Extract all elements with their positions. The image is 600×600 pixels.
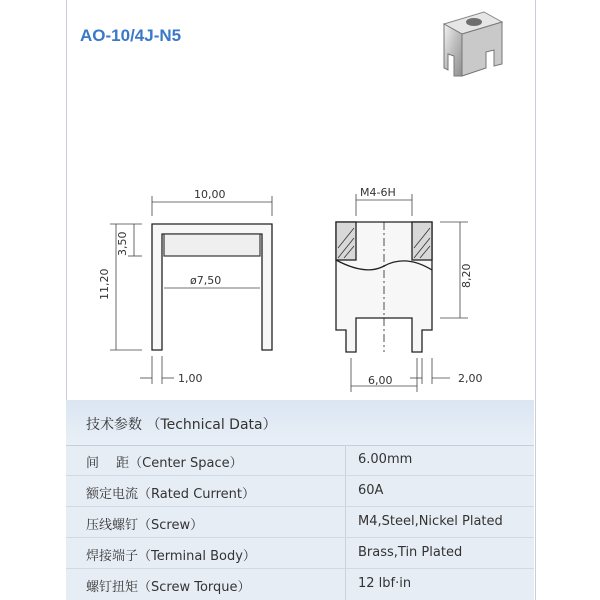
row-value: M4,Steel,Nickel Plated xyxy=(358,514,503,529)
width-dimension: 10,00 xyxy=(194,188,226,201)
table-row xyxy=(66,476,534,507)
row-label: 间 距（Center Space） xyxy=(86,456,243,471)
table-row xyxy=(66,538,534,569)
top-gap-dimension: 3,50 xyxy=(116,231,129,256)
center-space-dimension: 6,00 xyxy=(368,374,393,387)
row-value: Brass,Tin Plated xyxy=(358,545,463,560)
row-value: 12 lbf·in xyxy=(358,576,412,591)
row-value: 60A xyxy=(358,483,384,498)
leg-width-dimension: 2,00 xyxy=(458,372,483,385)
row-label: 额定电流（Rated Current） xyxy=(86,487,256,502)
table-header-title: 技术参数 （Technical Data） xyxy=(86,417,277,433)
row-label: 压线螺钉（Screw） xyxy=(86,518,204,533)
height-dimension: 11,20 xyxy=(98,268,111,300)
product-photo xyxy=(432,6,512,82)
hole-diameter-dimension: ø7,50 xyxy=(190,274,222,287)
thread-dimension: M4-6H xyxy=(360,186,396,199)
table-row xyxy=(66,507,534,538)
row-label: 螺钉扭矩（Screw Torque） xyxy=(86,580,251,595)
side-height-dimension: 8,20 xyxy=(460,263,473,288)
table-header xyxy=(66,400,534,446)
front-view xyxy=(152,224,272,350)
product-title: AO-10/4J-N5 xyxy=(80,26,182,45)
table-row xyxy=(66,445,534,476)
thickness-dimension: 1,00 xyxy=(178,372,203,385)
section-view xyxy=(336,222,432,352)
table-row xyxy=(66,569,534,599)
technical-drawing xyxy=(66,180,534,395)
technical-data-table xyxy=(66,400,534,600)
row-value: 6.00mm xyxy=(358,452,413,467)
row-label: 焊接端子（Terminal Body） xyxy=(86,549,256,564)
